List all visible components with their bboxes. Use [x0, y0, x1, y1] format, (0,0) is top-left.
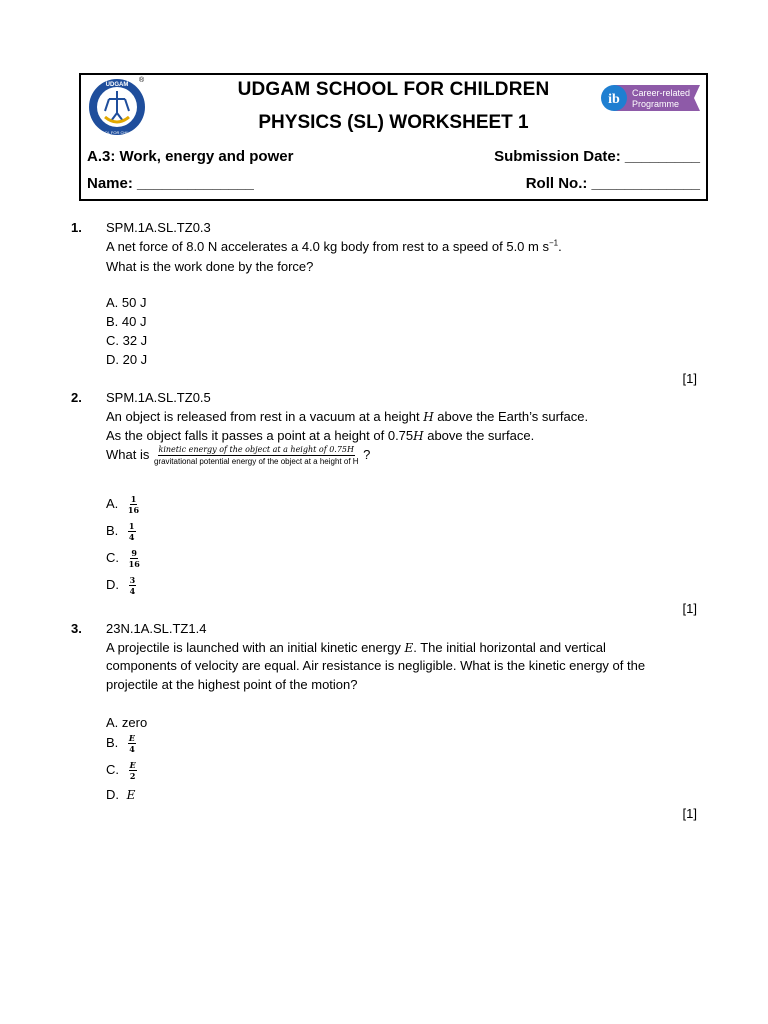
logo-udgam-text: UDGAM — [105, 82, 129, 88]
q2-line2a: As the object falls it passes a point at a height of 0.75 — [106, 428, 414, 443]
q3-option-d[interactable] — [106, 787, 135, 802]
q3-line1a: A projectile is launched with an initial kinetic energy — [106, 640, 405, 655]
submission-date-field[interactable]: Submission Date: _________ — [494, 148, 700, 165]
q2-option-b[interactable] — [106, 521, 136, 542]
question-3-code: 23N.1A.SL.TZ1.4 — [106, 621, 207, 636]
q3-marks: [1] — [682, 806, 697, 821]
q2-line2b: above the surface. — [423, 428, 535, 443]
q3-option-b-label: B. — [106, 734, 119, 750]
q3-option-b-fraction — [128, 733, 136, 754]
q2-option-c-fraction — [129, 548, 140, 569]
logo-sub-text: SCHOOL FOR CHILDREN — [93, 130, 141, 135]
q3-option-d-label: D. — [106, 787, 119, 802]
q2-var-h: H — [423, 410, 434, 424]
q1-option-b[interactable]: B. 40 J — [106, 314, 147, 329]
q1-option-d[interactable]: D. 20 J — [106, 352, 148, 367]
q2-option-c[interactable] — [106, 548, 140, 569]
q2-option-a-fraction — [128, 494, 139, 515]
question-1-code: SPM.1A.SL.TZ0.3 — [106, 220, 211, 235]
q2-option-a-label: A. — [106, 495, 119, 511]
q2a-den: 16 — [127, 505, 140, 515]
q3-option-c-fraction — [129, 760, 137, 781]
q2d-num: 3 — [129, 575, 136, 585]
q3c-num: E — [129, 760, 136, 770]
q2c-num: 9 — [131, 548, 137, 558]
question-2-number: 2. — [71, 390, 82, 405]
q2-var-h2: H — [413, 429, 424, 443]
q2-energy-ratio-fraction — [153, 445, 360, 466]
q2-option-c-label: C. — [106, 549, 119, 565]
q3-option-c-label: C. — [106, 761, 119, 777]
ib-line1: Career-related — [632, 88, 691, 98]
roll-number-field[interactable]: Roll No.: _____________ — [525, 175, 700, 192]
worksheet-header — [79, 73, 708, 201]
question-2-ratio-line — [106, 445, 370, 466]
q3-option-c[interactable] — [106, 760, 137, 781]
question-2-text-line1 — [106, 409, 588, 424]
q2-what-is: What is — [106, 446, 150, 462]
ib-mark-text: ib — [608, 92, 620, 107]
q2-fraction-numerator: kinetic energy of the object at a height of 0.75H — [158, 445, 354, 454]
ib-career-logo — [600, 81, 700, 115]
q3c-den: 2 — [129, 771, 136, 781]
registered-mark: ® — [139, 77, 145, 84]
q1-marks: [1] — [682, 371, 697, 386]
q2b-den: 4 — [128, 532, 135, 542]
q2-marks: [1] — [682, 601, 697, 616]
q2-option-d-label: D. — [106, 576, 119, 592]
q2d-den: 4 — [129, 586, 136, 596]
q2c-den: 16 — [128, 559, 140, 569]
q2-option-b-fraction — [128, 521, 136, 542]
q3-option-a[interactable]: A. zero — [106, 715, 148, 730]
question-3-text-line3: projectile at the highest point of the motion? — [106, 677, 358, 692]
q1-line1b: . — [558, 239, 562, 254]
question-3-text-line2: components of velocity are equal. Air resistance is negligible. What is the kinetic energy of the — [106, 658, 646, 673]
q3b-num: E — [128, 733, 136, 743]
q3-line1b: . The initial horizontal and vertical — [413, 640, 606, 655]
q1-option-a[interactable]: A. 50 J — [106, 295, 147, 310]
question-2-text-line2 — [106, 428, 534, 443]
question-2-code: SPM.1A.SL.TZ0.5 — [106, 390, 211, 405]
school-name: UDGAM SCHOOL FOR CHILDREN — [237, 79, 550, 100]
worksheet-title: PHYSICS (SL) WORKSHEET 1 — [258, 112, 529, 133]
q1-superscript: −1 — [548, 238, 559, 248]
q3-option-d-var: E — [126, 788, 136, 802]
name-field[interactable]: Name: ______________ — [87, 175, 254, 192]
ib-line2: Programme — [632, 99, 680, 109]
q2-option-a[interactable] — [106, 494, 139, 515]
question-1-number: 1. — [71, 220, 82, 235]
q2-option-d[interactable] — [106, 575, 136, 596]
question-3-number: 3. — [71, 621, 82, 636]
q2-line1a: An object is released from rest in a vacuum at a height — [106, 409, 424, 424]
q2-question-mark: ? — [363, 446, 371, 462]
topic-label: A.3: Work, energy and power — [87, 148, 294, 165]
q3-option-b[interactable] — [106, 733, 136, 754]
q3-var-e: E — [404, 641, 414, 655]
q2-fraction-denominator: gravitational potential energy of the object at a height of H — [153, 457, 359, 466]
q2-option-d-fraction — [129, 575, 137, 596]
question-1-text-line1 — [106, 239, 562, 254]
question-3-text-line1 — [106, 640, 606, 655]
q2b-num: 1 — [128, 521, 135, 531]
q1-line1a: A net force of 8.0 N accelerates a 4.0 kg body from rest to a speed of 5.0 m s — [106, 239, 549, 254]
q3b-den: 4 — [129, 744, 135, 754]
q2-line1b: above the Earth’s surface. — [433, 409, 589, 424]
q1-option-c[interactable]: C. 32 J — [106, 333, 148, 348]
q2a-num: 1 — [130, 494, 137, 504]
q2-option-b-label: B. — [106, 522, 119, 538]
question-1-text-line2: What is the work done by the force? — [106, 259, 314, 274]
